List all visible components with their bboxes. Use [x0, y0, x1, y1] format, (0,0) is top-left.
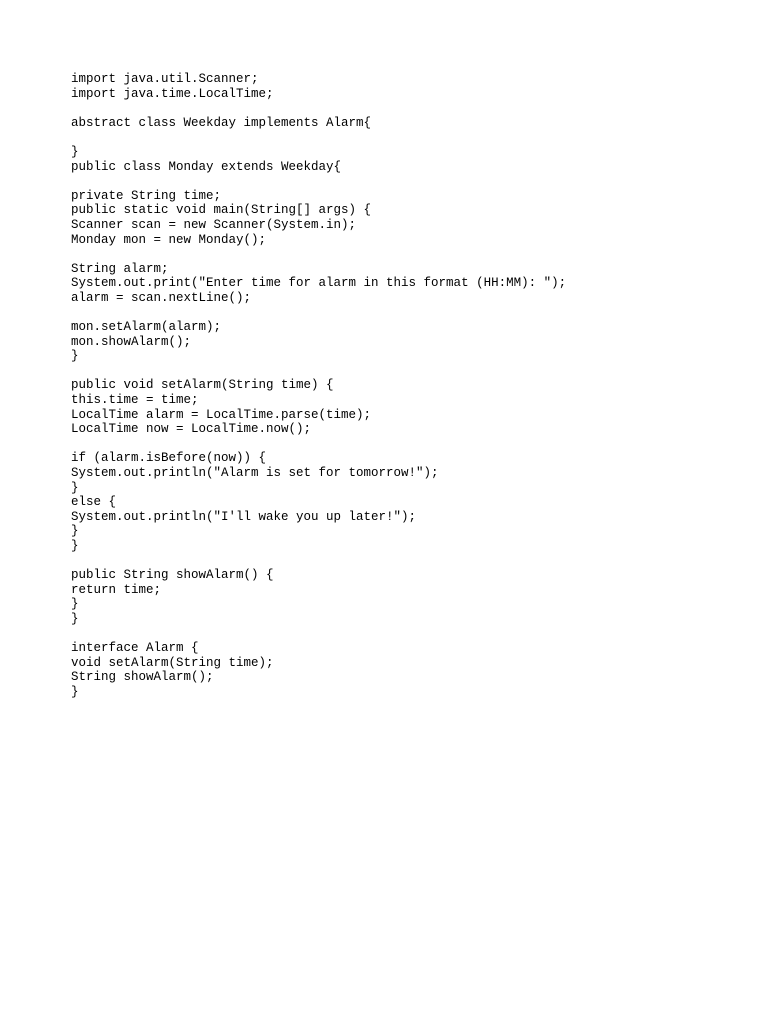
code-line	[71, 364, 566, 379]
code-line: }	[71, 524, 79, 539]
code-line	[71, 130, 566, 145]
code-line	[71, 306, 566, 321]
code-line: }	[71, 480, 79, 495]
code-line	[71, 247, 566, 262]
code-line: abstract class Weekday implements Alarm{	[71, 115, 372, 130]
code-line	[71, 627, 566, 642]
code-line: if (alarm.isBefore(now)) {	[71, 451, 267, 466]
code-line: Scanner scan = new Scanner(System.in);	[71, 217, 357, 232]
code-line: this.time = time;	[71, 393, 199, 408]
code-line	[71, 437, 566, 452]
code-line	[71, 554, 566, 569]
code-line: LocalTime alarm = LocalTime.parse(time);	[71, 407, 372, 422]
code-line: alarm = scan.nextLine();	[71, 290, 252, 305]
code-line: String alarm;	[71, 261, 169, 276]
code-line: private String time;	[71, 188, 222, 203]
code-block	[71, 72, 566, 700]
code-line: mon.setAlarm(alarm);	[71, 320, 222, 335]
code-line: }	[71, 684, 79, 699]
code-line: String showAlarm();	[71, 670, 214, 685]
code-line: }	[71, 349, 79, 364]
code-line: }	[71, 611, 79, 626]
code-line: interface Alarm {	[71, 641, 199, 656]
code-line: System.out.println("Alarm is set for tomorrow!");	[71, 466, 439, 481]
code-line: }	[71, 539, 79, 553]
code-line: import java.util.Scanner;	[71, 72, 259, 86]
code-line: System.out.println("I'll wake you up later!");	[71, 509, 417, 524]
code-line: }	[71, 597, 79, 612]
code-line: public static void main(String[] args) {	[71, 203, 372, 218]
code-line: Monday mon = new Monday();	[71, 232, 267, 247]
code-line: import java.time.LocalTime;	[71, 86, 274, 101]
code-line: mon.showAlarm();	[71, 334, 192, 349]
code-line	[71, 101, 566, 116]
code-line: public void setAlarm(String time) {	[71, 378, 334, 393]
code-line: else {	[71, 495, 117, 510]
code-line: LocalTime now = LocalTime.now();	[71, 422, 312, 437]
code-line: return time;	[71, 582, 162, 597]
code-line: public String showAlarm() {	[71, 568, 274, 583]
code-line: void setAlarm(String time);	[71, 655, 274, 670]
code-line: public class Monday extends Weekday{	[71, 159, 342, 174]
code-line: System.out.print("Enter time for alarm in this format (HH:MM): ");	[71, 276, 567, 291]
code-line: }	[71, 144, 79, 159]
code-line	[71, 174, 566, 189]
